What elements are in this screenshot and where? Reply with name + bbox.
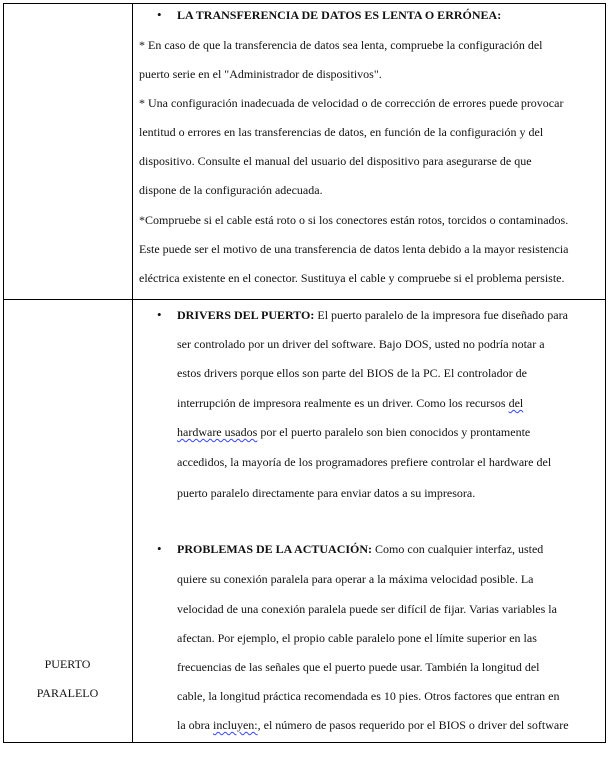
paragraph-line: dispone de la configuración adecuada.	[139, 183, 323, 197]
paragraph-line: interrupción de impresora realmente es un driver. Como los recursos del	[177, 396, 524, 410]
row1-left-cell	[3, 4, 132, 299]
paragraph-line: hardware usados por el puerto paralelo son bien conocidos y prontamente	[177, 425, 531, 439]
row2-left-cell	[3, 300, 132, 742]
paragraph-line: * En caso de que la transferencia de datos sea lenta, compruebe la configuración del	[139, 38, 543, 52]
paragraph-line: lentitud o errores en las transferencias de datos, en función de la configuración y del	[139, 125, 544, 139]
paragraph-line: velocidad de una conexión paralela puede ser difícil de fijar. Varias variables la	[177, 602, 557, 616]
paragraph-line: estos drivers porque ellos son parte del BIOS de la PC. El controlador de	[177, 366, 527, 380]
paragraph-line: frecuencias de las señales que el puerto puede usar. También la longitud del	[177, 660, 540, 674]
spellcheck-underline: incluyen:	[212, 718, 258, 732]
bullet-icon: •	[157, 7, 162, 22]
document-table	[3, 3, 606, 743]
spellcheck-underline: hardware usados	[177, 425, 258, 439]
bullet-icon: •	[157, 307, 162, 322]
spellcheck-underline: del	[508, 396, 524, 410]
paragraph-line: Este puede ser el motivo de una transferencia de datos lenta debido a la mayor resistencia	[139, 242, 569, 256]
paragraph-line: ser controlado por un driver del software. Bajo DOS, usted no podría notar a	[177, 337, 545, 351]
paragraph-line: la obra incluyen:, el número de pasos requerido por el BIOS o driver del software	[177, 718, 569, 732]
section-heading: LA TRANSFERENCIA DE DATOS ES LENTA O ERRÓNEA:	[177, 8, 502, 22]
paragraph-line: afectan. Por ejemplo, el propio cable paralelo pone el límite superior en las	[177, 631, 537, 645]
paragraph-line: dispositivo. Consulte el manual del usuario del dispositivo para asegurarse de que	[139, 154, 532, 168]
row1-right-cell	[133, 4, 606, 299]
row-label-line2: PARALELO	[36, 686, 99, 700]
paragraph-line: puerto paralelo directamente para enviar datos a su impresora.	[177, 486, 476, 500]
drivers-first-line: DRIVERS DEL PUERTO: El puerto paralelo de la impresora fue diseñado para	[177, 308, 568, 322]
actuacion-first-line: PROBLEMAS DE LA ACTUACIÓN: Como con cualquier interfaz, usted	[177, 542, 544, 556]
actuacion-heading: PROBLEMAS DE LA ACTUACIÓN:	[177, 542, 373, 556]
paragraph-line: *Compruebe si el cable está roto o si los conectores están rotos, torcidos o contaminados.	[139, 213, 569, 227]
paragraph-line: accedidos, la mayoría de los programadores prefiere controlar el hardware del	[177, 455, 552, 469]
bullet-icon: •	[157, 541, 162, 556]
drivers-heading: DRIVERS DEL PUERTO:	[177, 308, 315, 322]
paragraph-line: eléctrica existente en el conector. Sustituya el cable y compruebe si el problema persiste.	[139, 271, 565, 285]
paragraph-line: quiere su conexión paralela para operar a la máxima velocidad posible. La	[177, 572, 534, 586]
paragraph-line: * Una configuración inadecuada de velocidad o de corrección de errores puede provocar	[139, 96, 564, 110]
row-label-line1: PUERTO	[44, 657, 91, 671]
table-border-bottom	[3, 742, 606, 743]
paragraph-line: cable, la longitud práctica recomendada es 10 pies. Otros factores que entran en	[177, 689, 560, 703]
row2-right-cell	[133, 300, 606, 742]
paragraph-line: puerto serie en el "Administrador de dispositivos".	[139, 67, 382, 81]
